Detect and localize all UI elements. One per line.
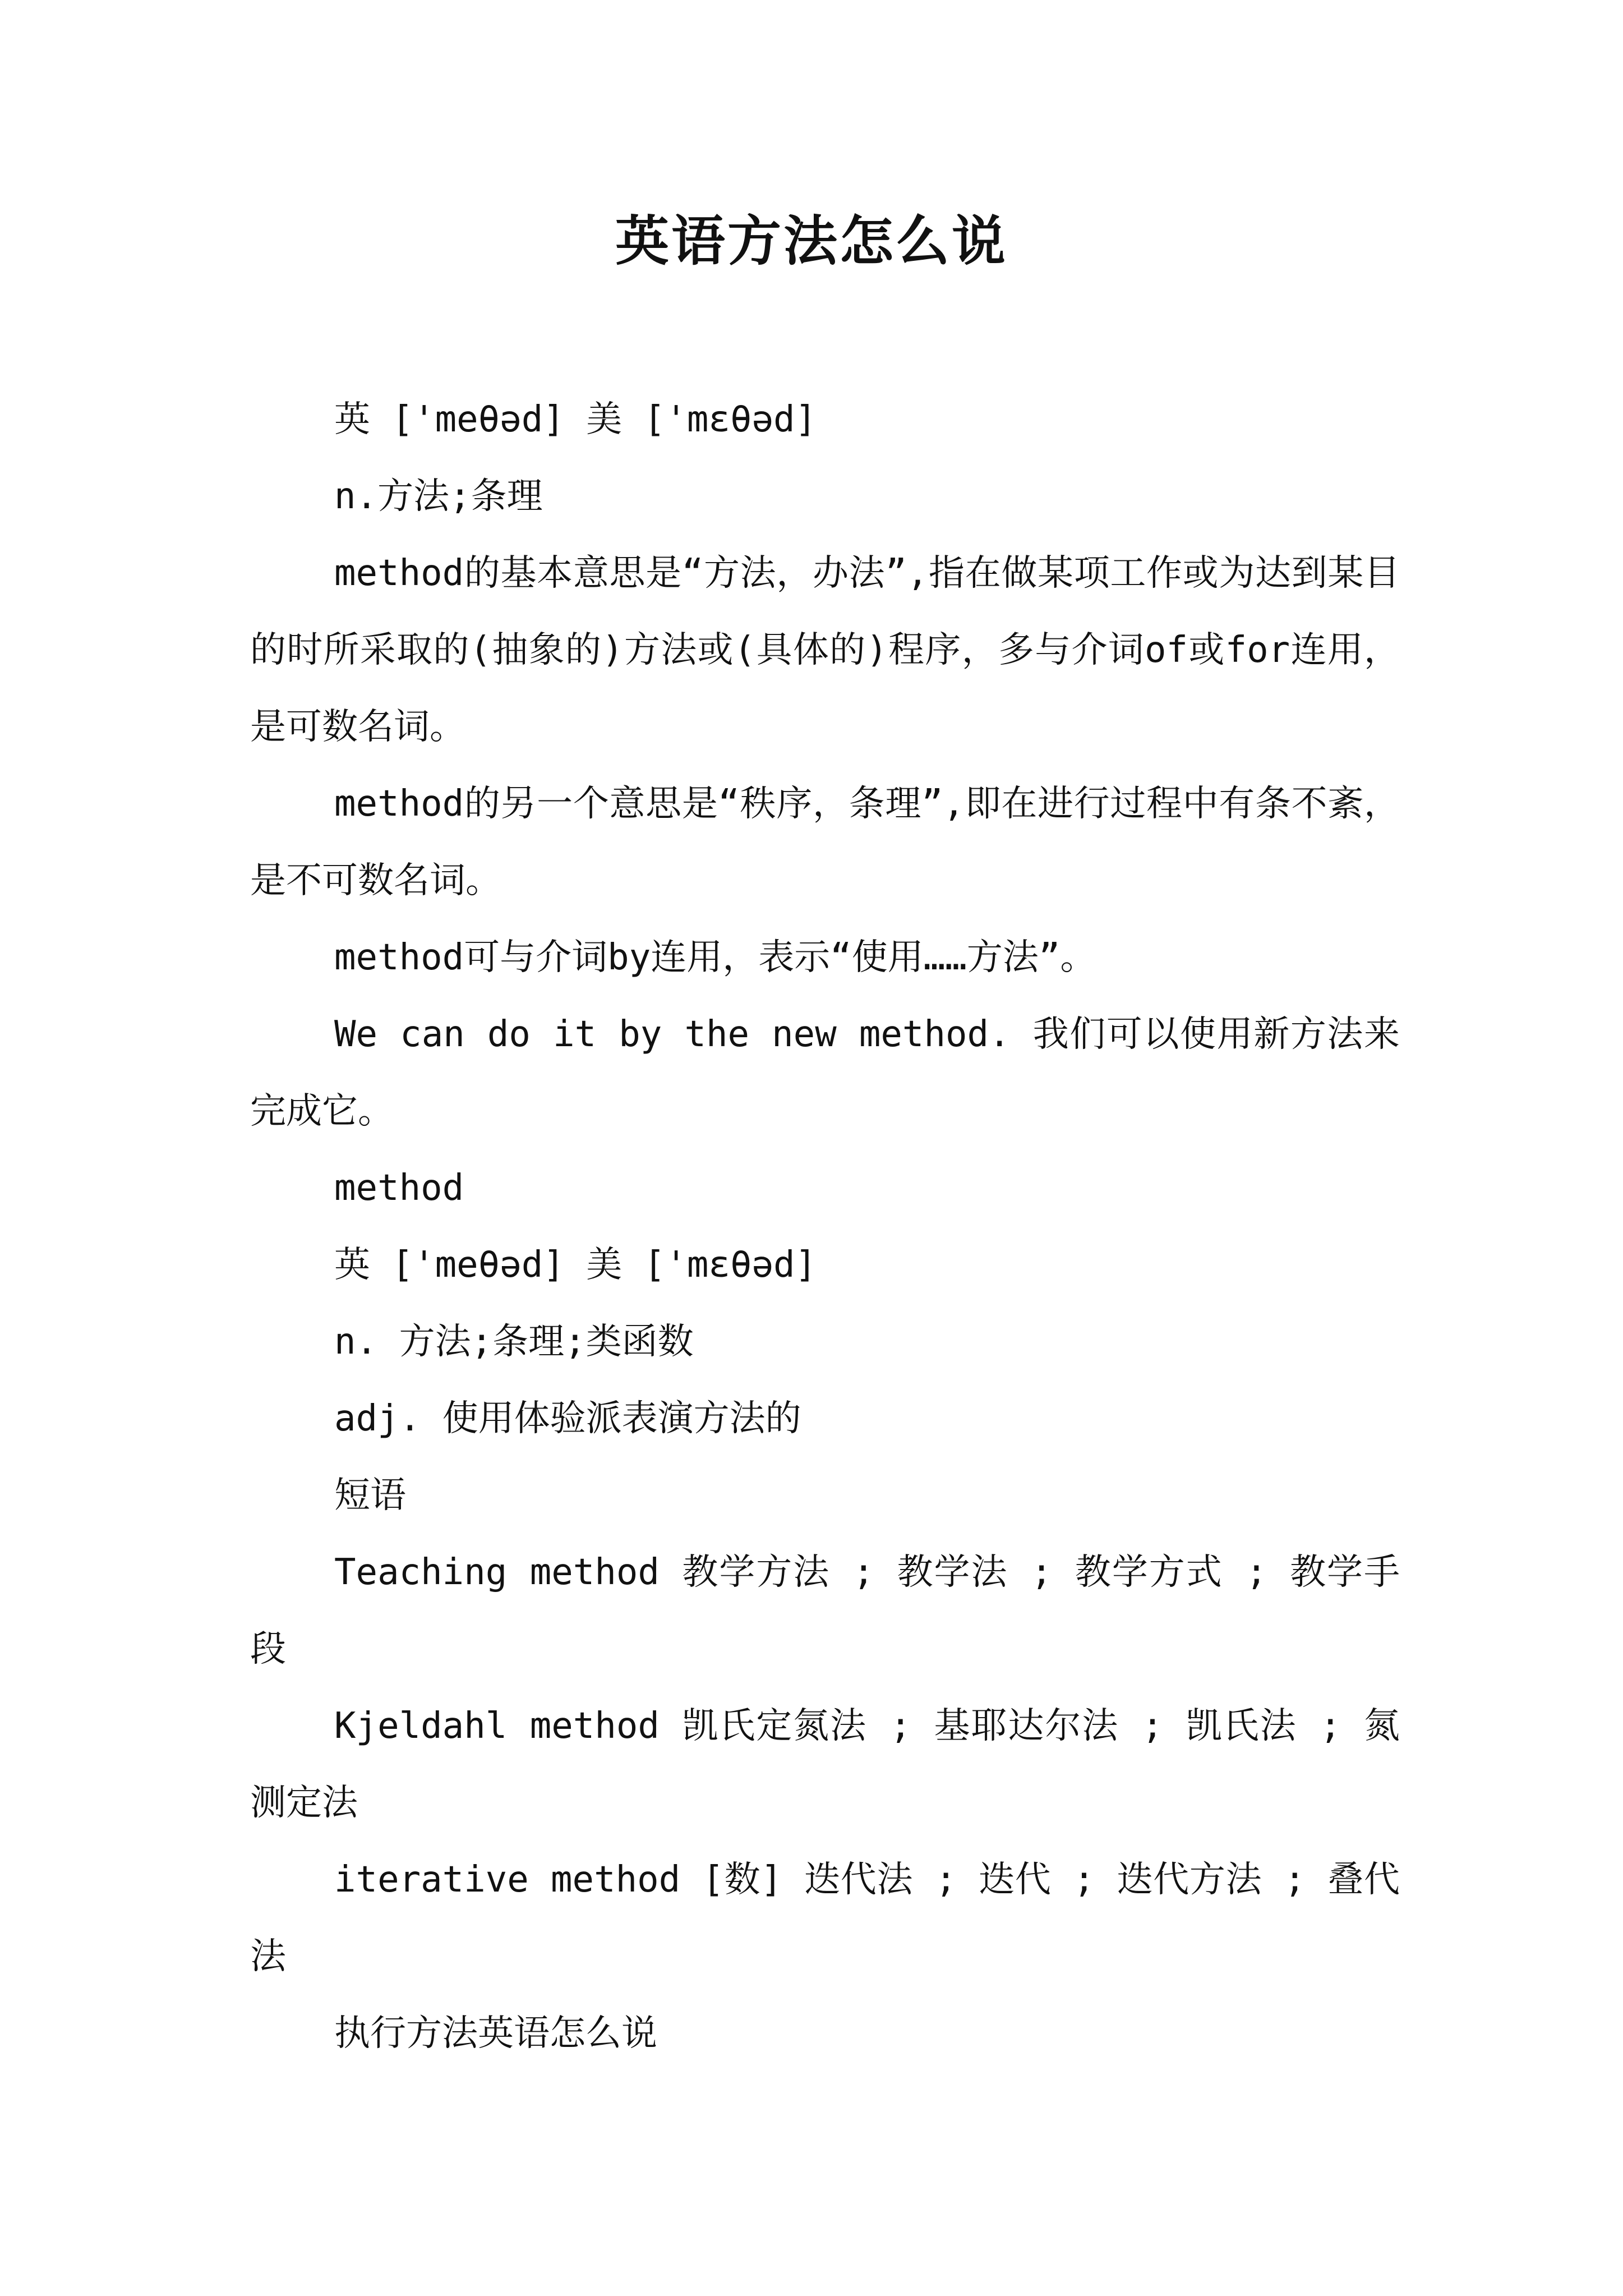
phrase-entry: Teaching method 教学方法 ; 教学法 ; 教学方式 ; 教学手段: [250, 1552, 1400, 1670]
definition-line: adj. 使用体验派表演方法的: [334, 1398, 801, 1439]
pronunciation-line: 英 ['meθəd] 美 ['mɛθəd]: [334, 399, 817, 440]
definition-line: n. 方法;条理;类函数: [334, 1321, 694, 1363]
definition-line: n.方法;条理: [334, 476, 543, 517]
usage-paragraph: method的基本意思是“方法，办法”,指在做某项工作或为达到某目的时所采取的(抽象的)方法或(具体的)程序，多与介词of或for连用，是可数名词。: [250, 553, 1400, 748]
example-sentence: We can do it by the new method. 我们可以使用新方法来完成它。: [250, 1014, 1400, 1132]
headword: method: [334, 1167, 464, 1209]
usage-paragraph: method的另一个意思是“秩序，条理”,即在进行过程中有条不紊，是不可数名词。: [250, 783, 1400, 901]
phrase-entry: iterative method [数] 迭代法 ; 迭代 ; 迭代方法 ; 叠代法: [250, 1859, 1400, 1977]
usage-paragraph: method可与介词by连用，表示“使用……方法”。: [334, 937, 1096, 978]
pronunciation-line: 英 ['meθəd] 美 ['mɛθəd]: [334, 1244, 817, 1286]
document-body: [250, 381, 1400, 2072]
document-title: 英语方法怎么说: [615, 209, 1008, 273]
section-heading: 短语: [334, 1475, 406, 1516]
section-heading: 执行方法英语怎么说: [334, 2013, 657, 2054]
phrase-entry: Kjeldahl method 凯氏定氮法 ; 基耶达尔法 ; 凯氏法 ; 氮测定法: [250, 1705, 1400, 1824]
